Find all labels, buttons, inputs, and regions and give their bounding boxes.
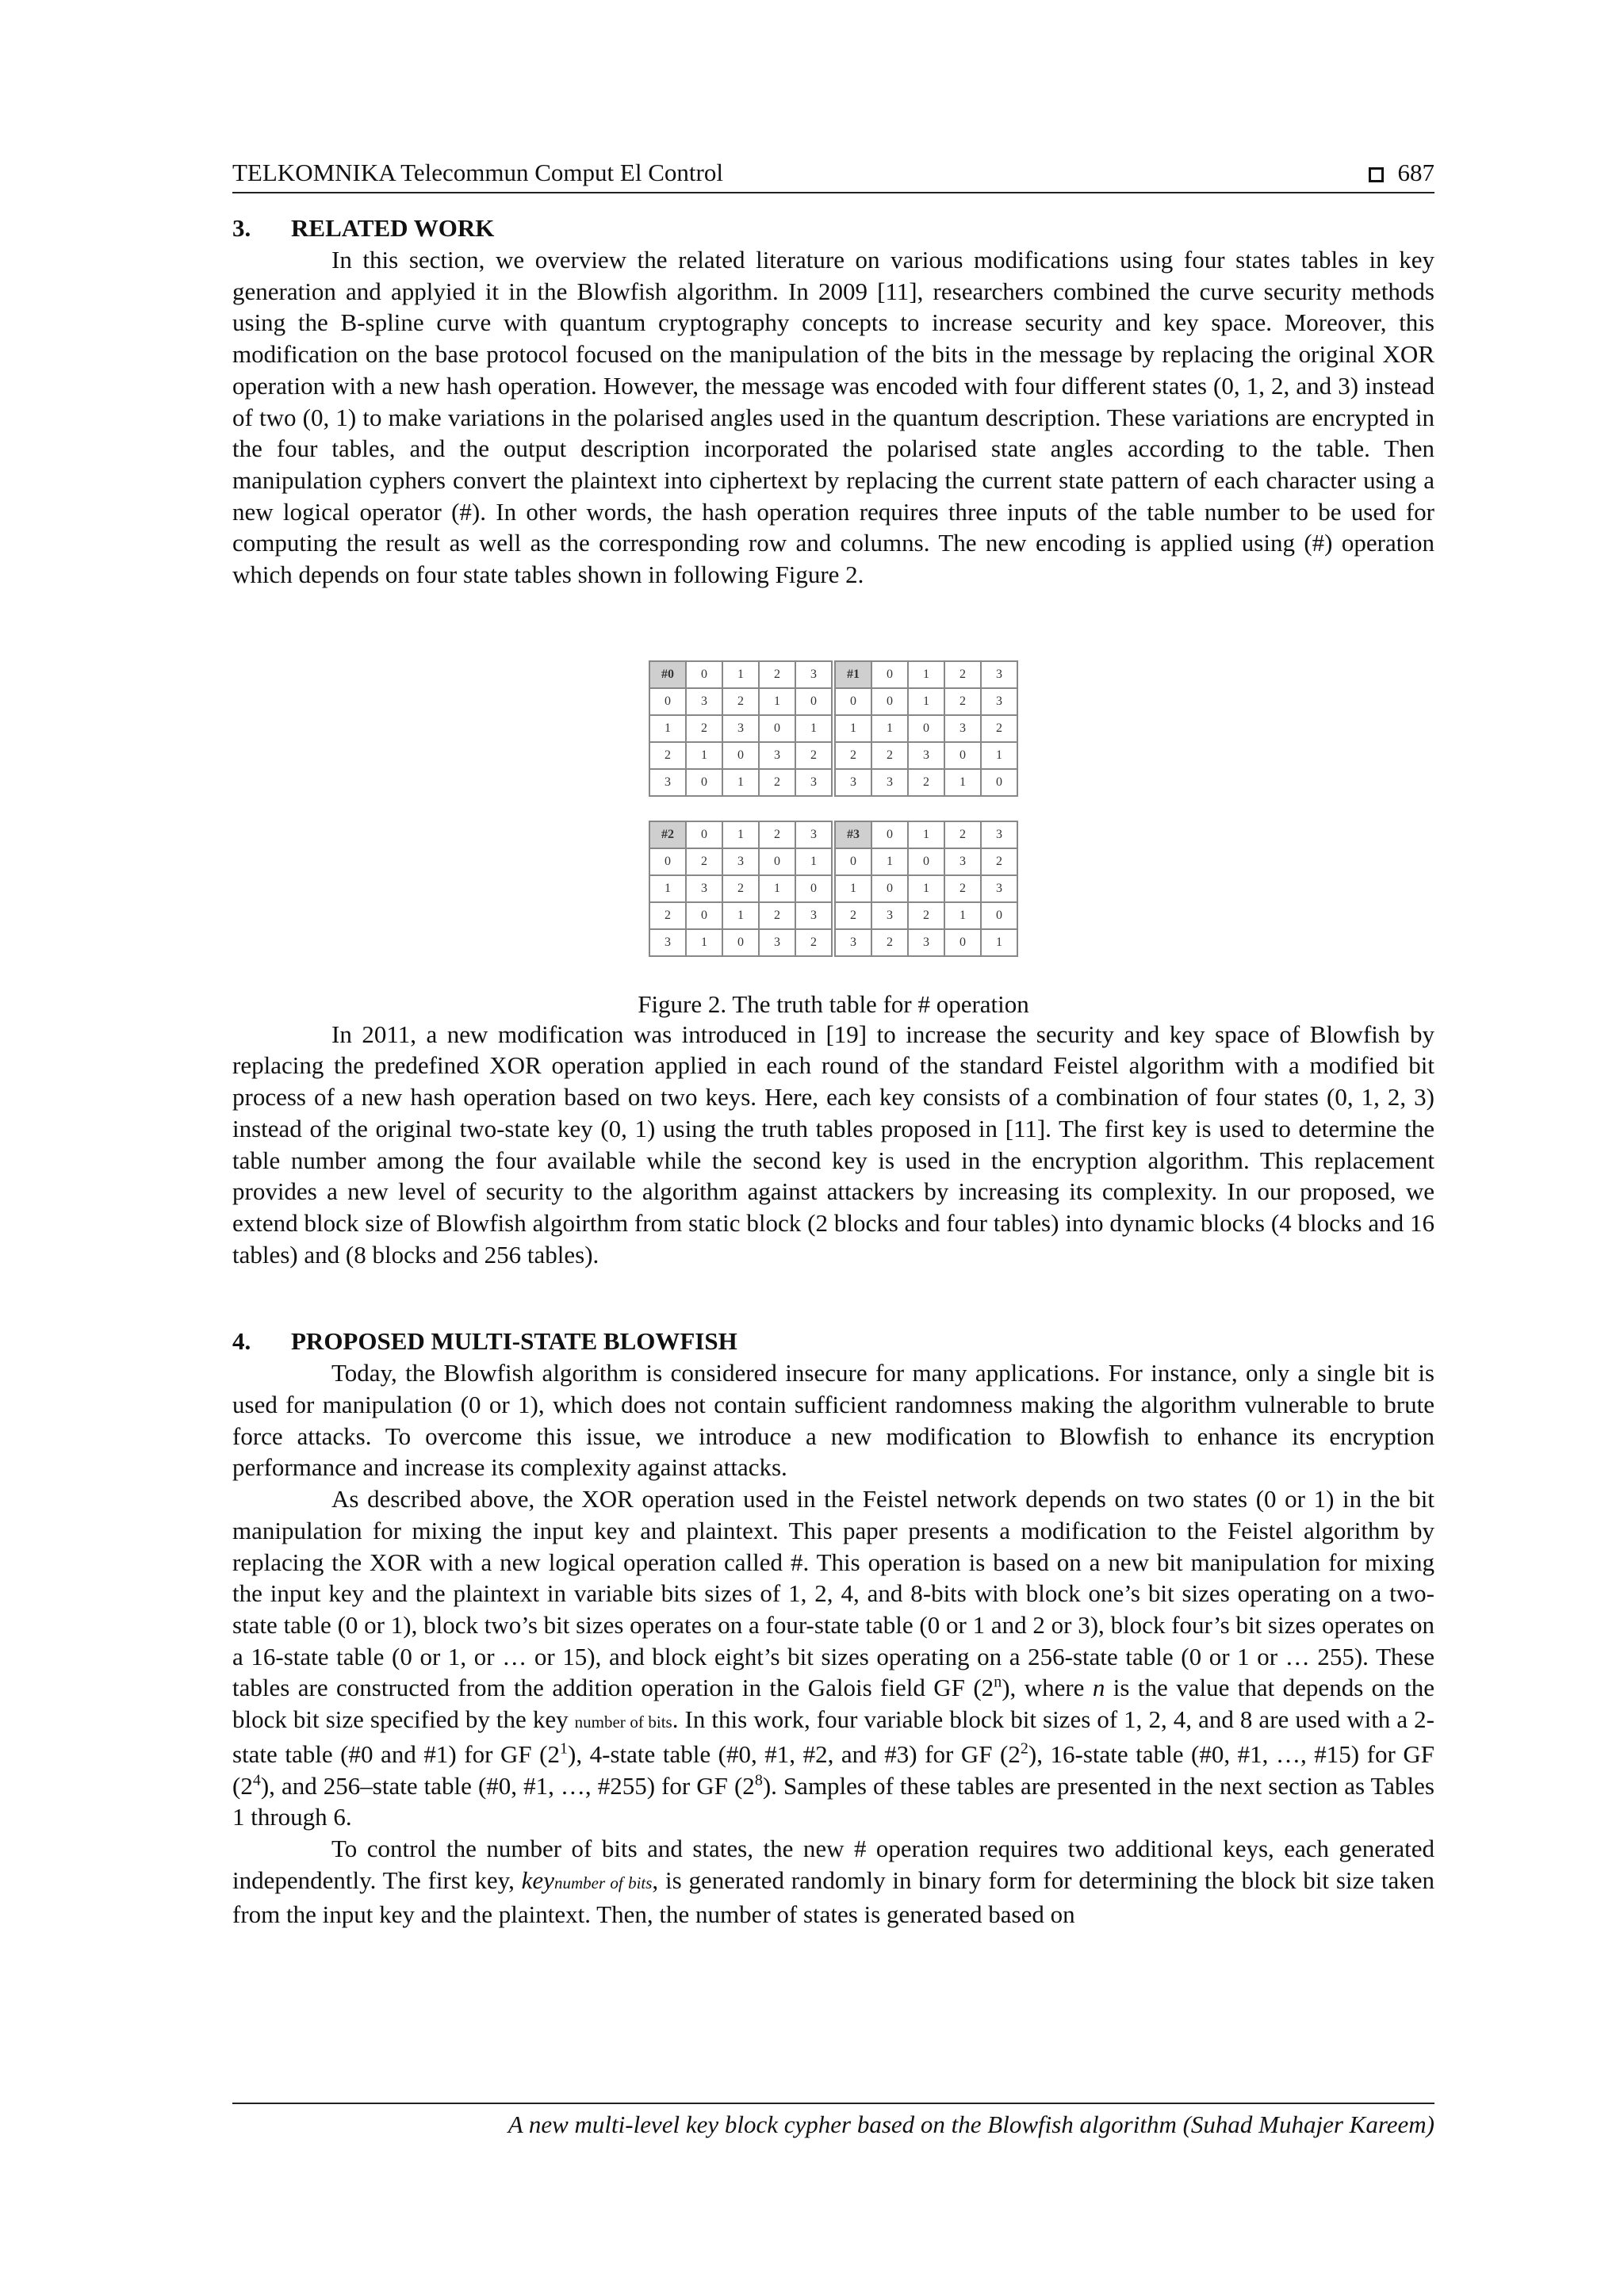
table-cell: 2	[686, 848, 722, 875]
table-cell: 3	[722, 848, 759, 875]
text-run: is the value that depends on the block bit size specified by the key	[232, 1674, 1434, 1734]
table-cell: 2	[686, 715, 722, 742]
row-header: 3	[835, 929, 871, 956]
table-row	[649, 902, 832, 929]
column-header: 1	[722, 821, 759, 848]
text-run: ). Samples of these tables are presented in the next section as Tables 1 through 6.	[232, 1771, 1434, 1831]
table-cell: 1	[908, 688, 944, 715]
table-row	[835, 715, 1017, 742]
table-row	[649, 715, 832, 742]
table-cell: 3	[759, 929, 795, 956]
column-header: 0	[686, 821, 722, 848]
table-cell: 0	[871, 688, 908, 715]
section-4-paragraph-3	[232, 1833, 1434, 1931]
page-number: 687	[1397, 159, 1434, 186]
column-header: 1	[908, 661, 944, 688]
table-cell: 0	[871, 875, 908, 902]
journal-name: TELKOMNIKA Telecommun Comput El Control	[232, 159, 723, 186]
table-cell: 1	[871, 715, 908, 742]
table-row	[835, 902, 1017, 929]
row-header: 0	[835, 688, 871, 715]
table-cell: 0	[908, 848, 944, 875]
row-header: 1	[835, 715, 871, 742]
table-cell: 1	[722, 902, 759, 929]
table-cell: 2	[981, 715, 1017, 742]
table-row	[649, 688, 832, 715]
column-header: 3	[795, 821, 832, 848]
table-cell: 1	[908, 875, 944, 902]
figure-2	[232, 660, 1434, 1019]
table-cell: 2	[908, 902, 944, 929]
table-row	[835, 688, 1017, 715]
text-run: ), where	[1002, 1674, 1093, 1702]
table-cell: 0	[686, 902, 722, 929]
table-cell: 3	[759, 742, 795, 769]
table-cell: 1	[981, 929, 1017, 956]
row-header: 2	[649, 902, 686, 929]
row-header: 3	[649, 769, 686, 796]
table-cell: 3	[686, 688, 722, 715]
table-cell: 0	[686, 769, 722, 796]
table-cell: 0	[759, 848, 795, 875]
italic-key: key	[521, 1866, 554, 1894]
table-cell: 3	[981, 875, 1017, 902]
table-cell: 0	[944, 929, 981, 956]
section-title: RELATED WORK	[291, 214, 495, 242]
table-cell: 0	[795, 875, 832, 902]
table-cell: 2	[871, 929, 908, 956]
table-cell: 0	[981, 769, 1017, 796]
table-cell: 3	[871, 902, 908, 929]
superscript: n	[994, 1674, 1002, 1692]
table-cell: 3	[795, 902, 832, 929]
truth-table	[649, 821, 833, 957]
table-cell: 2	[944, 688, 981, 715]
column-header: 2	[944, 821, 981, 848]
running-header	[232, 151, 1434, 193]
section-3-heading	[232, 212, 1434, 244]
row-header: 0	[649, 688, 686, 715]
section-4-paragraph-1: Today, the Blowfish algorithm is considered insecure for many applications. For instance, only a single bit is used for manipulation (0 or 1), which does not contain sufficient randomness making the algorithm vulnerable to brute force attacks. To overcome this issue, we introduce a new modification to Blowfish to enhance its encryption performance and increase its complexity against attacks.	[232, 1359, 1434, 1482]
table-cell: 3	[871, 769, 908, 796]
table-cell: 3	[981, 688, 1017, 715]
section-number: 4.	[232, 1327, 251, 1356]
text-run: ), 16-state table (#0, #1, …, #15) for GF (2	[232, 1739, 1435, 1800]
table-cell: 2	[871, 742, 908, 769]
row-header: 2	[835, 902, 871, 929]
table-cell: 1	[871, 848, 908, 875]
table-cell: 3	[944, 848, 981, 875]
table-cell: 0	[981, 902, 1017, 929]
section-title: PROPOSED MULTI-STATE BLOWFISH	[291, 1327, 737, 1356]
table-cell: 3	[944, 715, 981, 742]
text-run: To control the number of bits and states, the new # operation requires two additional keys, each generated independently. The first key,	[232, 1834, 1434, 1894]
table-cell: 1	[759, 688, 795, 715]
truth-tables-grid	[649, 660, 1018, 957]
section-3-paragraph-1: In this section, we overview the related literature on various modifications using four states tables in key generation and applyied it in the Blowfish algorithm. In 2009 [11], researchers combined the curve security methods using the B-spline curve with quantum cryptography concepts to increase security and key space. Moreover, this modification on the base protocol focused on the manipulation of the bits in the message by replacing the original XOR operation with a new hash operation. However, the message was encoded with four different states (0, 1, 2, and 3) instead of two (0, 1) to make variations in the polarised angles used in the quantum description. These variations are encrypted in the four tables, and the output description incorporated the polarised state angles according to the table. Then manipulation cyphers convert the plaintext into ciphertext by replacing the current state pattern of each character using a new logical operator (#). In other words, the hash operation requires three inputs of the table number to be used for computing the result as well as the corresponding row and columns. The new encoding is applied using (#) operation which depends on four state tables shown in following Figure 2.	[232, 246, 1434, 589]
section-4-paragraph-2	[232, 1483, 1434, 1833]
table-row	[649, 875, 832, 902]
table-cell: 1	[795, 848, 832, 875]
section-4-heading	[232, 1326, 1434, 1357]
table-row	[835, 875, 1017, 902]
table-row	[835, 929, 1017, 956]
table-row	[835, 769, 1017, 796]
text-run: . In this work, four variable block bit sizes of 1, 2, 4, and 8 are used with a 2-state table (#0 and #1) for GF (2	[232, 1705, 1434, 1768]
table-cell: 1	[722, 769, 759, 796]
paper-page	[232, 151, 1434, 1931]
table-cell: 0	[759, 715, 795, 742]
table-row	[649, 742, 832, 769]
column-header: 0	[871, 661, 908, 688]
table-row	[835, 848, 1017, 875]
text-run: ), 4-state table (#0, #1, #2, and #3) for GF (2	[568, 1739, 1021, 1768]
table-row	[649, 848, 832, 875]
table-cell: 1	[944, 769, 981, 796]
row-header: 1	[835, 875, 871, 902]
table-label: #1	[835, 661, 871, 688]
table-cell: 2	[981, 848, 1017, 875]
table-cell: 0	[722, 742, 759, 769]
table-cell: 3	[795, 769, 832, 796]
table-cell: 3	[686, 875, 722, 902]
table-cell: 0	[944, 742, 981, 769]
table-cell: 2	[722, 688, 759, 715]
superscript: 1	[560, 1739, 569, 1758]
figure-caption: Figure 2. The truth table for # operation	[638, 989, 1029, 1018]
text-run: ), and 256–state table (#0, #1, …, #255) for GF (2	[260, 1771, 755, 1800]
column-header: 1	[722, 661, 759, 688]
row-header: 0	[835, 848, 871, 875]
table-cell: 3	[908, 929, 944, 956]
table-cell: 2	[944, 875, 981, 902]
row-header: 2	[835, 742, 871, 769]
column-header: 2	[759, 821, 795, 848]
superscript: 8	[754, 1771, 763, 1789]
table-label: #2	[649, 821, 686, 848]
truth-table	[649, 660, 833, 797]
table-cell: 2	[759, 769, 795, 796]
table-row	[835, 742, 1017, 769]
column-header: 0	[686, 661, 722, 688]
column-header: 3	[795, 661, 832, 688]
table-cell: 0	[908, 715, 944, 742]
row-header: 0	[649, 848, 686, 875]
column-header: 3	[981, 661, 1017, 688]
table-cell: 2	[908, 769, 944, 796]
superscript: 2	[1020, 1739, 1028, 1758]
truth-table	[834, 660, 1018, 797]
table-cell: 1	[686, 742, 722, 769]
table-row	[649, 929, 832, 956]
superscript: 4	[252, 1771, 261, 1789]
table-label: #3	[835, 821, 871, 848]
italic-variable: n	[1092, 1674, 1105, 1702]
section-3-paragraph-2: In 2011, a new modification was introduced in [19] to increase the security and key space of Blowfish by replacing the predefined XOR operation applied in each round of the standard Feistel algorithm with a modified bit process of a new hash operation based on two keys. Here, each key consists of a combination of four states (0, 1, 2, 3) instead of the original two-state key (0, 1) using the truth tables proposed in [11]. The first key is used to determine the table number among the four available while the second key is used in the encryption algorithm. This replacement provides a new level of security to the algorithm against attackers by increasing its complexity. In our proposed, we extend block size of Blowfish algoirthm from static block (2 blocks and four tables) into dynamic blocks (4 blocks and 16 tables) and (8 blocks and 256 tables).	[232, 1020, 1434, 1269]
table-cell: 1	[944, 902, 981, 929]
header-right	[1369, 159, 1435, 187]
truth-table	[834, 821, 1018, 957]
row-header: 2	[649, 742, 686, 769]
table-cell: 1	[981, 742, 1017, 769]
table-cell: 3	[908, 742, 944, 769]
column-header: 2	[944, 661, 981, 688]
column-header: 3	[981, 821, 1017, 848]
table-cell: 2	[759, 902, 795, 929]
subscript: number of bits	[574, 1712, 672, 1732]
column-header: 2	[759, 661, 795, 688]
row-header: 3	[835, 769, 871, 796]
text-run: As described above, the XOR operation used in the Feistel network depends on two states (0 or 1) in the bit manipulation for mixing the input key and plaintext. This paper presents a modification to the Feistel algorithm by replacing the XOR with a new logical operation called #. This operation is based on a new bit manipulation for mixing the input key and the plaintext in variable bits sizes of 1, 2, 4, and 8-bits with block one’s bit sizes operating on a two-state table (0 or 1), block two’s bit sizes operates on a four-state table (0 or 1 and 2 or 3), block four’s bit sizes operates on a 16-state table (0 or 1, or … or 15), and block eight’s bit sizes operating on a 256-state table (0 or 1 or … 255). These tables are constructed from the addition operation in the Galois field GF (2	[232, 1485, 1434, 1702]
table-cell: 2	[795, 929, 832, 956]
table-cell: 3	[722, 715, 759, 742]
checkbox-square-icon	[1369, 167, 1384, 182]
section-number: 3.	[232, 214, 251, 242]
row-header: 1	[649, 875, 686, 902]
row-header: 3	[649, 929, 686, 956]
column-header: 0	[871, 821, 908, 848]
table-cell: 1	[795, 715, 832, 742]
table-cell: 0	[795, 688, 832, 715]
table-cell: 1	[759, 875, 795, 902]
table-row	[649, 769, 832, 796]
table-cell: 2	[722, 875, 759, 902]
subscript: number of bits	[553, 1873, 653, 1892]
table-cell: 2	[795, 742, 832, 769]
text-run: , is generated randomly in binary form for determining the block bit size taken from the input key and the plaintext. Then, the number of states is generated based on	[232, 1866, 1434, 1929]
running-footer: A new multi-level key block cypher based on the Blowfish algorithm (Suhad Muhajer Kareem)	[232, 2103, 1434, 2139]
column-header: 1	[908, 821, 944, 848]
table-cell: 0	[722, 929, 759, 956]
table-cell: 1	[686, 929, 722, 956]
table-label: #0	[649, 661, 686, 688]
row-header: 1	[649, 715, 686, 742]
